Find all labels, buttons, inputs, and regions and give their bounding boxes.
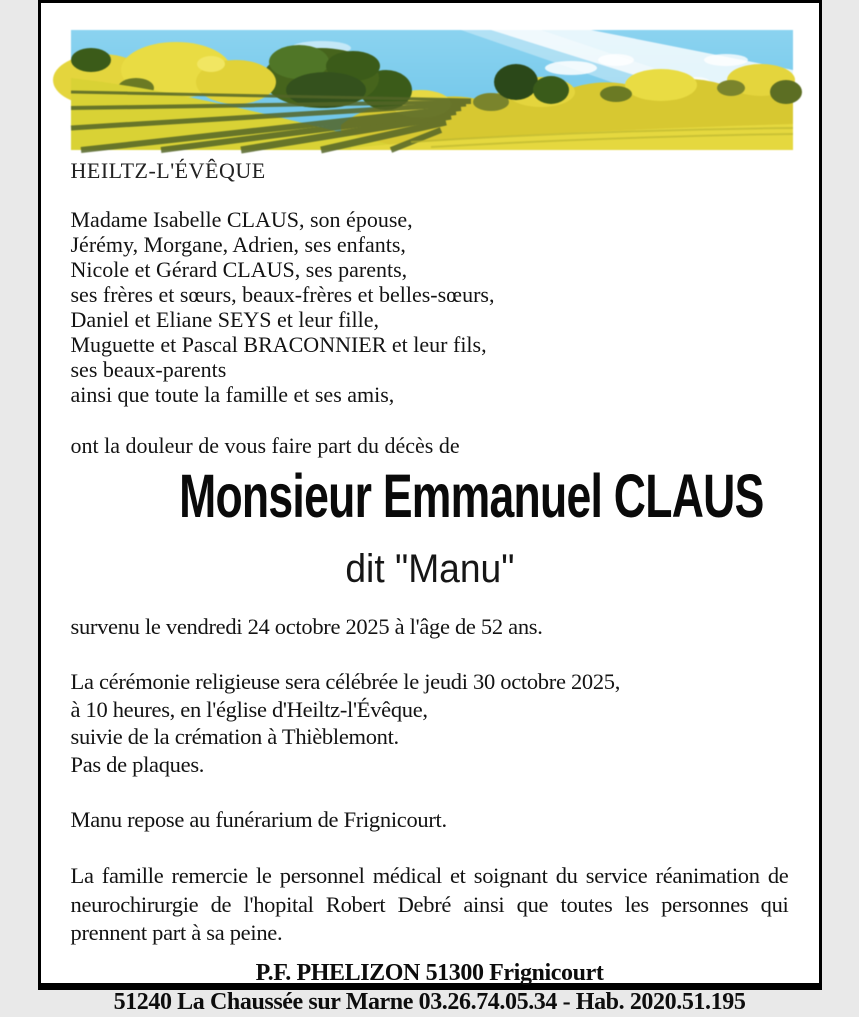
funeral-home-block (71, 959, 789, 1017)
deceased-name: Monsieur Emmanuel CLAUS (178, 462, 764, 530)
funeral-home-name: P.F. PHELIZON 51300 Frignicourt (255, 959, 604, 986)
family-line: Madame Isabelle CLAUS, son épouse, (70, 207, 413, 232)
ceremony-line: suivie de la crémation à Thièblemont. (70, 724, 399, 749)
funeral-home-address: 51240 La Chaussée sur Marne 03.26.74.05.34 - Hab. 2020.51.195 (113, 988, 746, 1015)
death-notice-page (38, 0, 822, 1015)
deceased-nickname: dit "Manu" (344, 547, 515, 591)
family-line: Nicole et Gérard CLAUS, ses parents, (70, 257, 408, 282)
ceremony-line: La cérémonie religieuse sera célébrée le jeudi 30 octobre 2025, (70, 669, 621, 694)
family-list (71, 207, 789, 407)
notice-content (41, 30, 819, 1017)
death-date-line: survenu le vendredi 24 octobre 2025 à l'âge de 52 ans. (70, 614, 543, 639)
family-line: Daniel et Eliane SEYS et leur fille, (70, 307, 380, 332)
nickname-wrap (71, 546, 789, 601)
family-line: Jérémy, Morgane, Adrien, ses enfants, (70, 232, 406, 257)
family-line: ses frères et sœurs, beaux-frères et belles-sœurs, (70, 282, 495, 307)
repose-line: Manu repose au funérarium de Frignicourt. (70, 807, 447, 832)
family-line: Muguette et Pascal BRACONNIER et leur fils, (70, 332, 487, 357)
ceremony-line: à 10 heures, en l'église d'Heiltz-l'Évêque, (70, 696, 428, 722)
banner-photo (71, 30, 793, 150)
deceased-name-wrap (71, 462, 789, 543)
commune-title: HEILTZ-L'ÉVÊQUE (70, 158, 266, 183)
family-line: ainsi que toute la famille et ses amis, (70, 382, 395, 407)
ceremony-line: Pas de plaques. (70, 751, 205, 777)
thanks-paragraph: La famille remercie le personnel médical et soignant du service réanimation de neurochirurgie de l'hopital Robert Debré ainsi que toutes les personnes qui prennent part à sa peine. (70, 863, 789, 945)
announcement-intro: ont la douleur de vous faire part du décès de (70, 433, 460, 458)
ceremony-details (71, 668, 789, 778)
family-line: ses beaux-parents (70, 357, 227, 382)
